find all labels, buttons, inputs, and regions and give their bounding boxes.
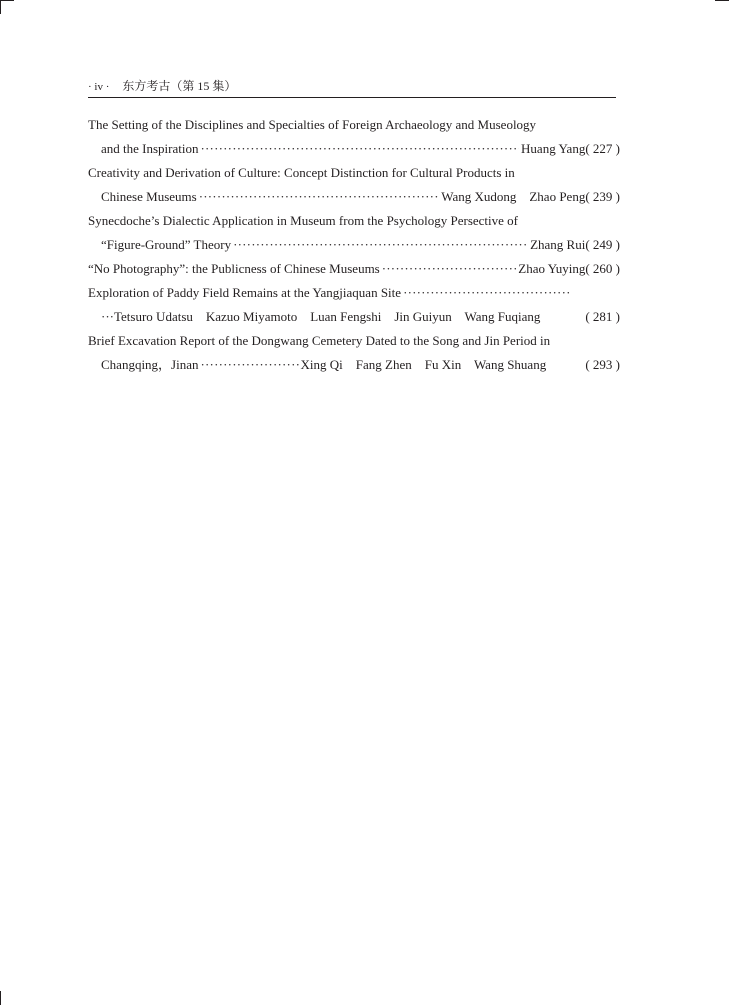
toc-entry-continuation: Chinese Museums ····· Wang Xudong Zhao Peng ( 239 ) — [88, 185, 620, 209]
toc-entry-title: “No Photography”: the Publicness of Chinese Museums ····· Zhao Yuying ( 260 ) — [88, 257, 620, 281]
toc-entry-authors: Zhang Rui — [530, 237, 586, 252]
toc-entry-authors: Zhao Yuying — [518, 261, 586, 276]
toc-entry-authors: Wang Xudong Zhao Peng — [441, 189, 586, 204]
dot-leader — [200, 137, 519, 161]
toc-entry-page: ( 227 ) — [585, 141, 620, 156]
toc-entry-authors: Tetsuro Udatsu Kazuo Miyamoto Luan Fengshi Jin Guiyun Wang Fuqiang — [114, 309, 541, 324]
toc-entry-title: Brief Excavation Report of the Dongwang Cemetery Dated to the Song and Jin Period in — [88, 333, 551, 348]
crop-mark-bottom-left-v — [0, 991, 1, 1005]
toc-entry-title: Creativity and Derivation of Culture: Concept Distinction for Cultural Products in — [88, 165, 515, 180]
dot-leader — [199, 185, 440, 209]
toc-entry-continuation: “Figure-Ground” Theory ····· Zhang Rui ( 249 ) — [88, 233, 620, 257]
toc-entry-continuation: and the Inspiration ····· Huang Yang ( 227 ) — [88, 137, 620, 161]
toc-entry-continuation: Changqing，Jinan ····· Xing Qi Fang Zhen Fu Xin Wang Shuang ( 293 ) — [88, 353, 620, 377]
crop-mark-top-right-h — [715, 0, 729, 1]
toc-entry-continuation: ··· Tetsuro Udatsu Kazuo Miyamoto Luan Fengshi Jin Guiyun Wang Fuqiang ( 281 ) — [88, 305, 620, 329]
running-header — [88, 77, 616, 98]
toc-entry-page: ( 260 ) — [585, 261, 620, 276]
page-folio: · iv · — [88, 81, 110, 93]
toc-entry-authors: Huang Yang — [521, 141, 586, 156]
toc-entry-title: Synecdoche’s Dialectic Application in Museum from the Psychology Persective of — [88, 213, 518, 228]
dot-leader — [201, 353, 299, 377]
table-of-contents — [88, 113, 620, 377]
dot-leader — [382, 257, 517, 281]
crop-mark-top-left-h — [0, 0, 14, 1]
dot-leader — [403, 281, 572, 305]
toc-entry-page: ( 239 ) — [585, 189, 620, 204]
toc-entry-title: Exploration of Paddy Field Remains at the Yangjiaquan Site ····· — [88, 281, 620, 305]
book-title: 东方考古（第 15 集） — [122, 79, 237, 93]
toc-entry-page: ( 249 ) — [585, 237, 620, 252]
crop-mark-top-left-v — [0, 0, 1, 14]
toc-entry-title: The Setting of the Disciplines and Specialties of Foreign Archaeology and Museology — [88, 117, 537, 132]
toc-entry-authors: Xing Qi Fang Zhen Fu Xin Wang Shuang — [300, 357, 547, 372]
toc-entry-page: ( 293 ) — [585, 357, 620, 372]
toc-entry-page: ( 281 ) — [585, 309, 620, 324]
dot-leader — [233, 233, 528, 257]
